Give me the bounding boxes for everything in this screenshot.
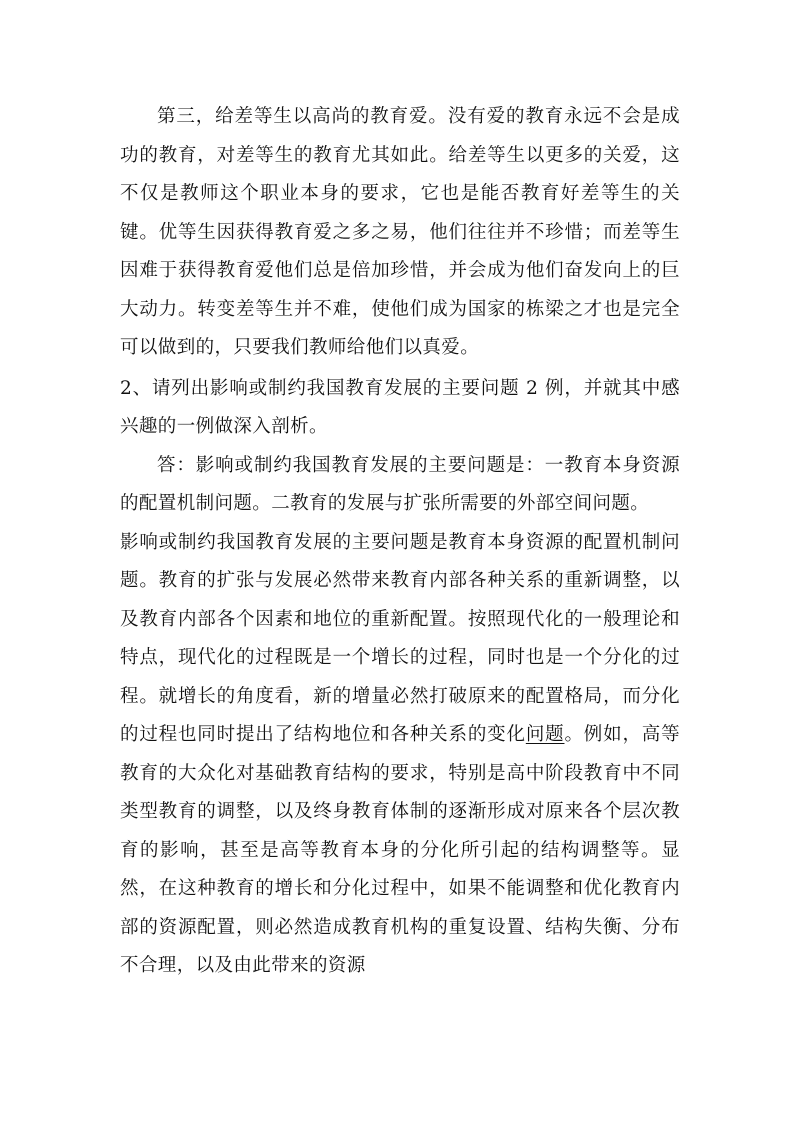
document-body — [120, 98, 680, 986]
answer-intro: 答：影响或制约我国教育发展的主要问题是：一教育本身资源的配置机制问题。二教育的发展与扩张所需要的外部空间问题。 — [120, 454, 680, 514]
analysis-text-part-1: 影响或制约我国教育发展的主要问题是教育本身资源的配置机制问题。教育的扩张与发展必然带来教育内部各种关系的重新调整，以及教育内部各个因素和地位的重新配置。按照现代化的一般理论和特点，现代化的过程既是一个增长的过程，同时也是一个分化的过程。就增长的角度看，新的增量必然打破原来的配置格局，而分化的过程也同时提出了结构地位和各种关系的变化 — [120, 531, 680, 745]
analysis-text-part-2: 。例如，高等教育的大众化对基础教育结构的要求，特别是高中阶段教育中不同类型教育的调整，以及终身教育体制的逐渐形成对原来各个层次教育的影响，甚至是高等教育本身的分化所引起的结构调整等。显然，在这种教育的增长和分化过程中，如果不能调整和优化教育内部的资源配置，则必然造成教育机构的重复设置、结构失衡、分布不合理，以及由此带来的资源 — [120, 724, 680, 976]
question-2: 2、请列出影响或制约我国教育发展的主要问题 2 例，并就其中感兴趣的一例做深入剖析。 — [120, 377, 680, 437]
underlined-word: 问题 — [525, 724, 565, 745]
paragraph-third-point: 第三，给差等生以高尚的教育爱。没有爱的教育永远不会是成功的教育，对差等生的教育尤其如此。给差等生以更多的关爱，这不仅是教师这个职业本身的要求，它也是能否教育好差等生的关键。优等生因获得教育爱之多之易，他们往往并不珍惜；而差等生因难于获得教育爱他们总是倍加珍惜，并会成为他们奋发向上的巨大动力。转变差等生并不难，使他们成为国家的栋梁之才也是完全可以做到的，只要我们教师给他们以真爱。 — [120, 106, 680, 358]
analysis-paragraph — [120, 524, 680, 986]
